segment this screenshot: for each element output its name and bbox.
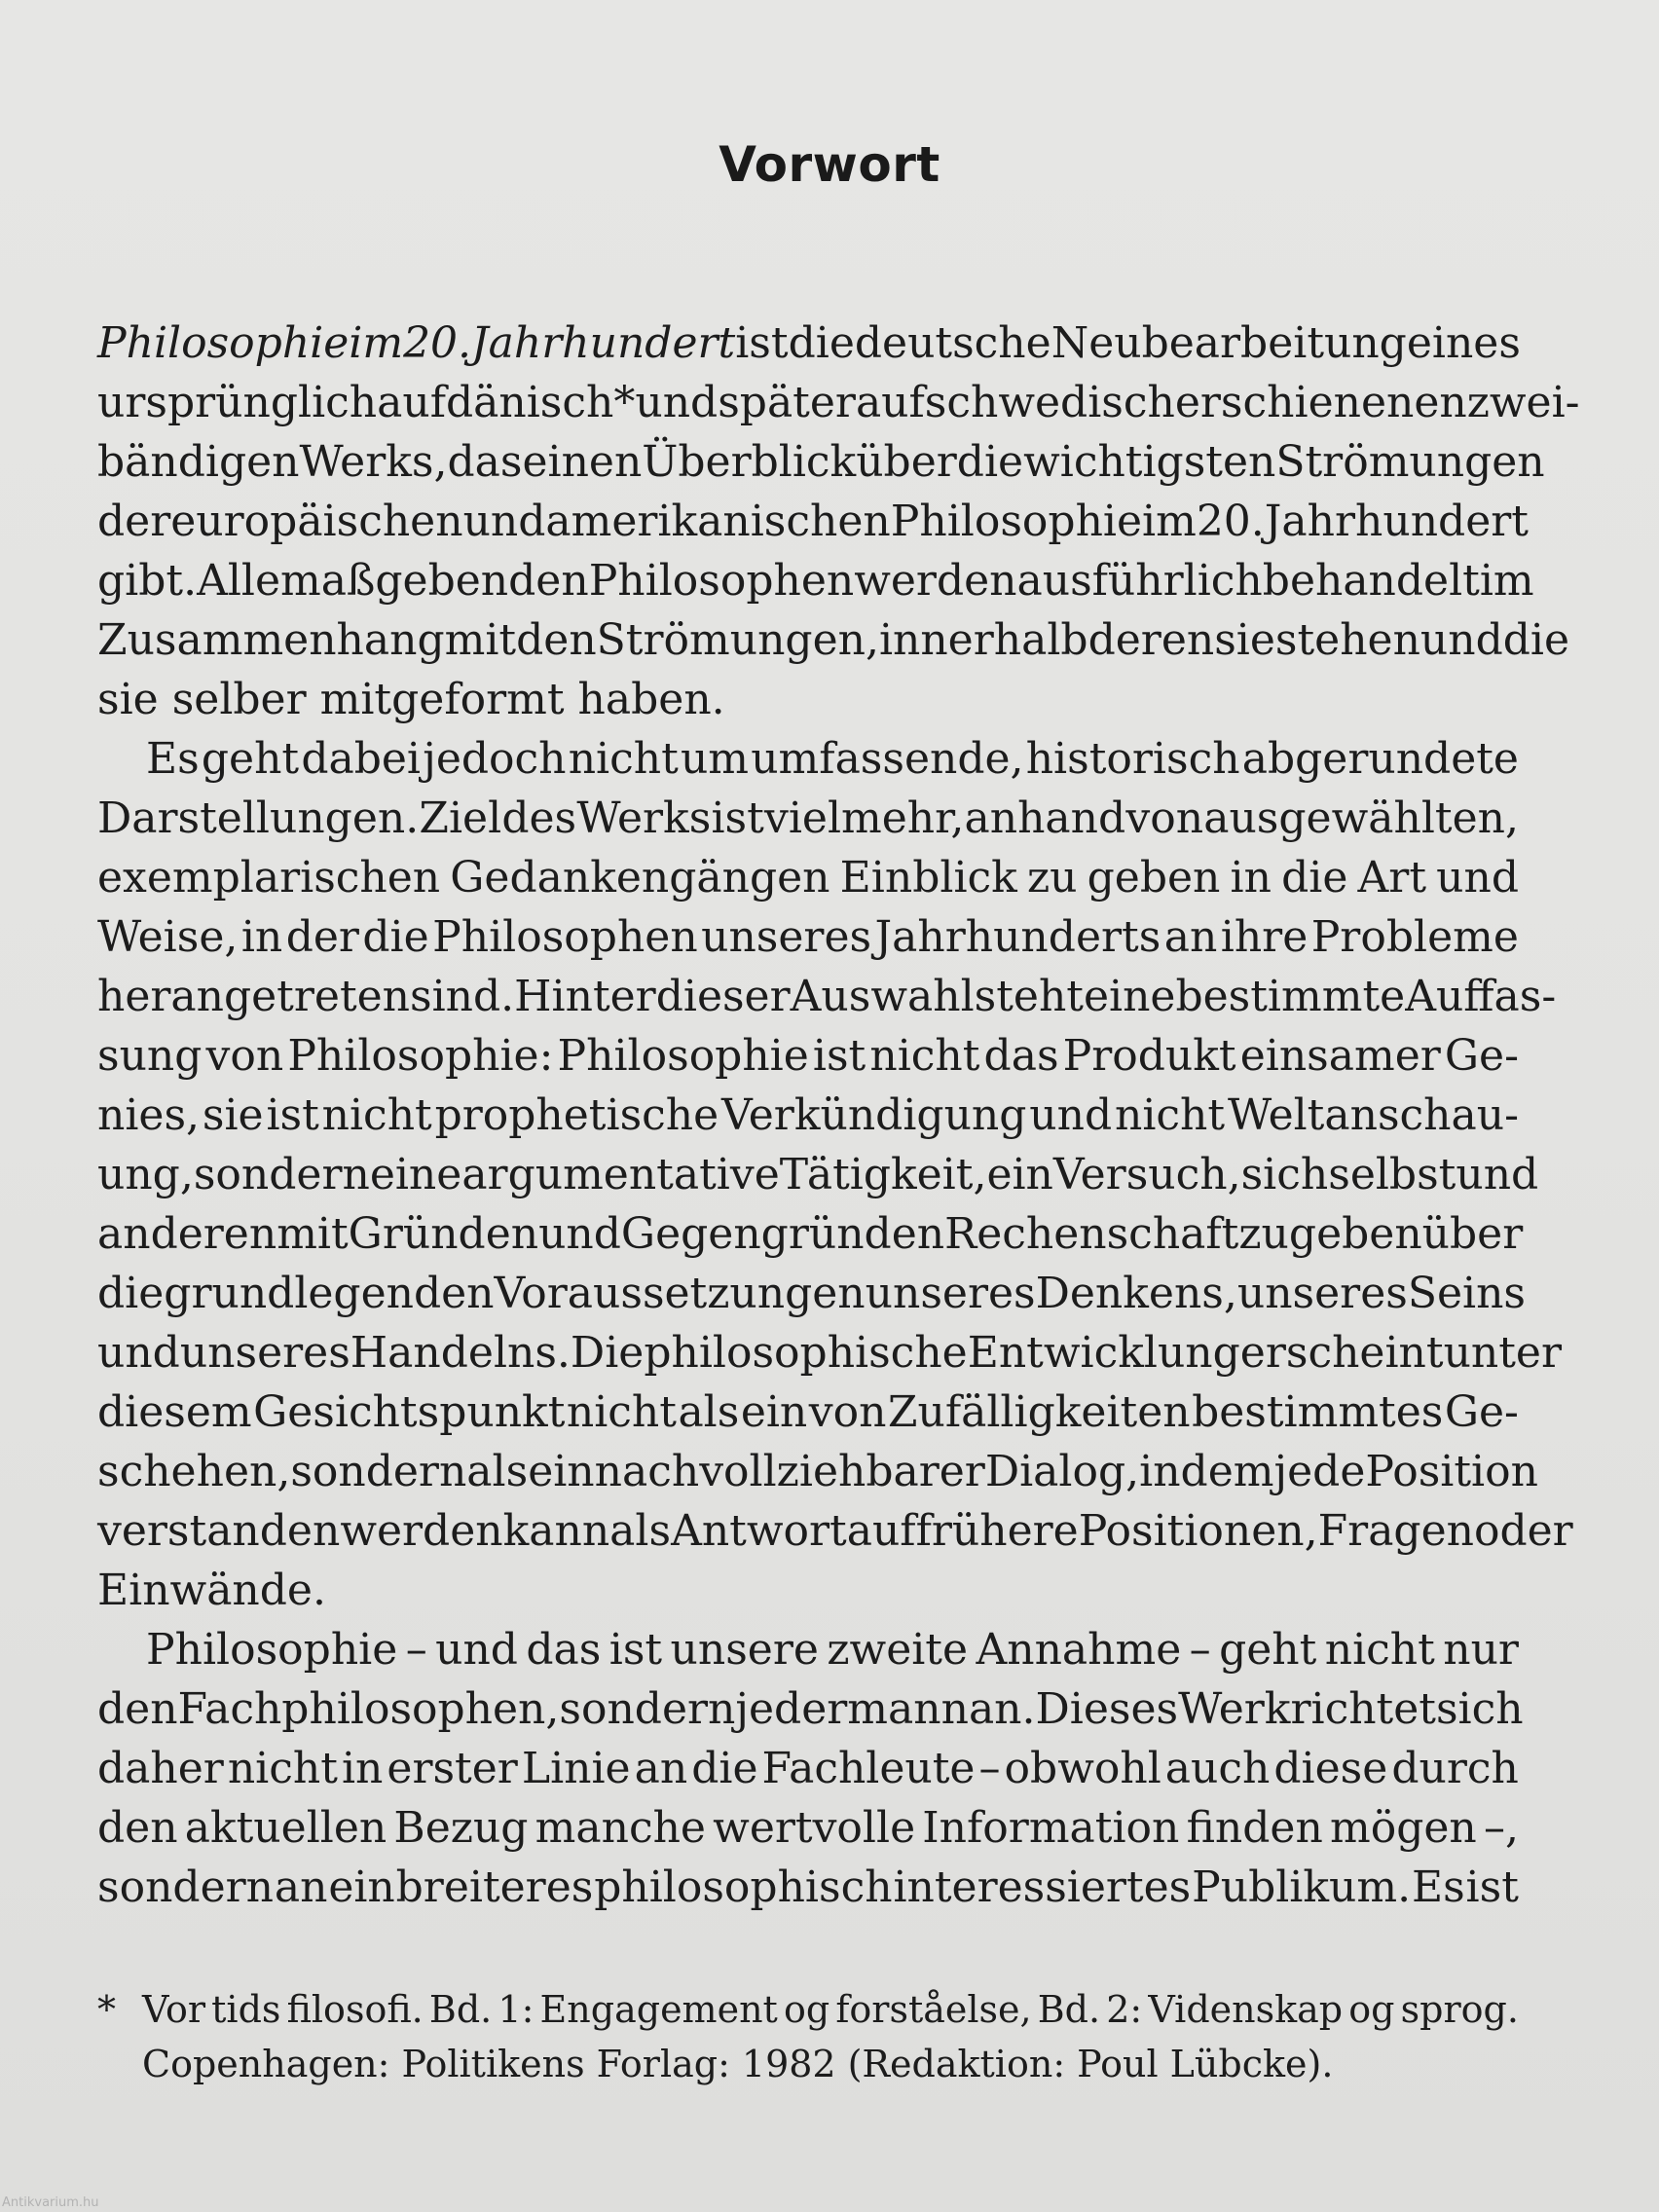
text-line: anderen mit Gründen und Gegengründen Rechenschaft zu geben über — [97, 1209, 1524, 1259]
text-line: sung von Philosophie: Philosophie ist nicht das Produkt einsamer Ge- — [97, 1031, 1519, 1081]
text-line: Einwände. — [97, 1566, 326, 1615]
text-line: den Fachphilosophen, sondern jedermann an. Dieses Werk richtet sich — [97, 1684, 1524, 1734]
text-line: Weise, in der die Philosophen unseres Jahrhunderts an ihre Probleme — [97, 912, 1519, 962]
text-line: exemplarischen Gedankengängen Einblick zu geben in die Art und — [97, 853, 1519, 903]
footnote-text: Vor tids filosofi. Bd. 1: Engagement og forståelse, Bd. 2: Videnskap og sprog. — [142, 1988, 1519, 2031]
page-title: Vorwort — [719, 136, 940, 193]
text-line: bändigen Werks, das einen Überblick über die wichtigsten Strömungen — [97, 437, 1545, 487]
text-line: sondern an ein breiteres philosophisch interessiertes Publikum. Es ist — [97, 1862, 1519, 1912]
text-line: herangetreten sind. Hinter dieser Auswahl steht eine bestimmte Auffas- — [97, 972, 1557, 1021]
text-line: Philosophie im 20. Jahrhundert ist die deutsche Neubearbeitung eines — [97, 318, 1521, 368]
text-line: den aktuellen Bezug manche wertvolle Information finden mögen –, — [97, 1803, 1519, 1853]
watermark: Antikvarium.hu — [2, 2195, 99, 2210]
text-line: Darstellungen. Ziel des Werks ist vielmehr, anhand von ausgewählten, — [97, 793, 1519, 843]
text-line: und unseres Handelns. Die philosophische Entwicklung erscheint unter — [97, 1328, 1562, 1378]
body-text — [97, 313, 1580, 1917]
text-line: ursprünglich auf dänisch* und später auf schwedisch erschienenen zwei- — [97, 378, 1580, 427]
text-line: diesem Gesichtspunkt nicht als ein von Zufälligkeiten bestimmtes Ge- — [97, 1387, 1519, 1437]
footnote-line — [97, 2037, 1519, 2091]
text-line: Zusammenhang mit den Strömungen, innerhalb deren sie stehen und die — [97, 615, 1570, 665]
text-line: der europäischen und amerikanischen Philosophie im 20. Jahrhundert — [97, 497, 1529, 546]
text-line: ung, sondern eine argumentative Tätigkeit, ein Versuch, sich selbst und — [97, 1150, 1539, 1199]
text-line: verstanden werden kann als Antwort auf frühere Positionen, Fragen oder — [97, 1506, 1573, 1556]
text-line: gibt. Alle maßgebenden Philosophen werden ausführlich behandelt im — [97, 556, 1534, 606]
text-line: schehen, sondern als ein nachvollziehbarer Dialog, in dem jede Position — [97, 1447, 1538, 1496]
footnote-line — [97, 1982, 1519, 2037]
text-line: die grundlegenden Voraussetzungen unseres Denkens, unseres Seins — [97, 1269, 1526, 1318]
footnote-text: Copenhagen: Politikens Forlag: 1982 (Redaktion: Poul Lübcke). — [142, 2043, 1334, 2085]
footnote — [97, 1982, 1519, 2091]
text-line: Philosophie – und das ist unsere zweite Annahme – geht nicht nur — [146, 1625, 1519, 1675]
text-line: sie selber mitgeformt haben. — [97, 675, 725, 724]
text-line: nies, sie ist nicht prophetische Verkündigung und nicht Weltanschau- — [97, 1090, 1519, 1140]
text-line: daher nicht in erster Linie an die Fachleute – obwohl auch diese durch — [97, 1744, 1519, 1793]
footnote-mark: * — [97, 1988, 116, 2031]
text-line: Es geht dabei jedoch nicht um umfassende, historisch abgerundete — [146, 734, 1519, 784]
